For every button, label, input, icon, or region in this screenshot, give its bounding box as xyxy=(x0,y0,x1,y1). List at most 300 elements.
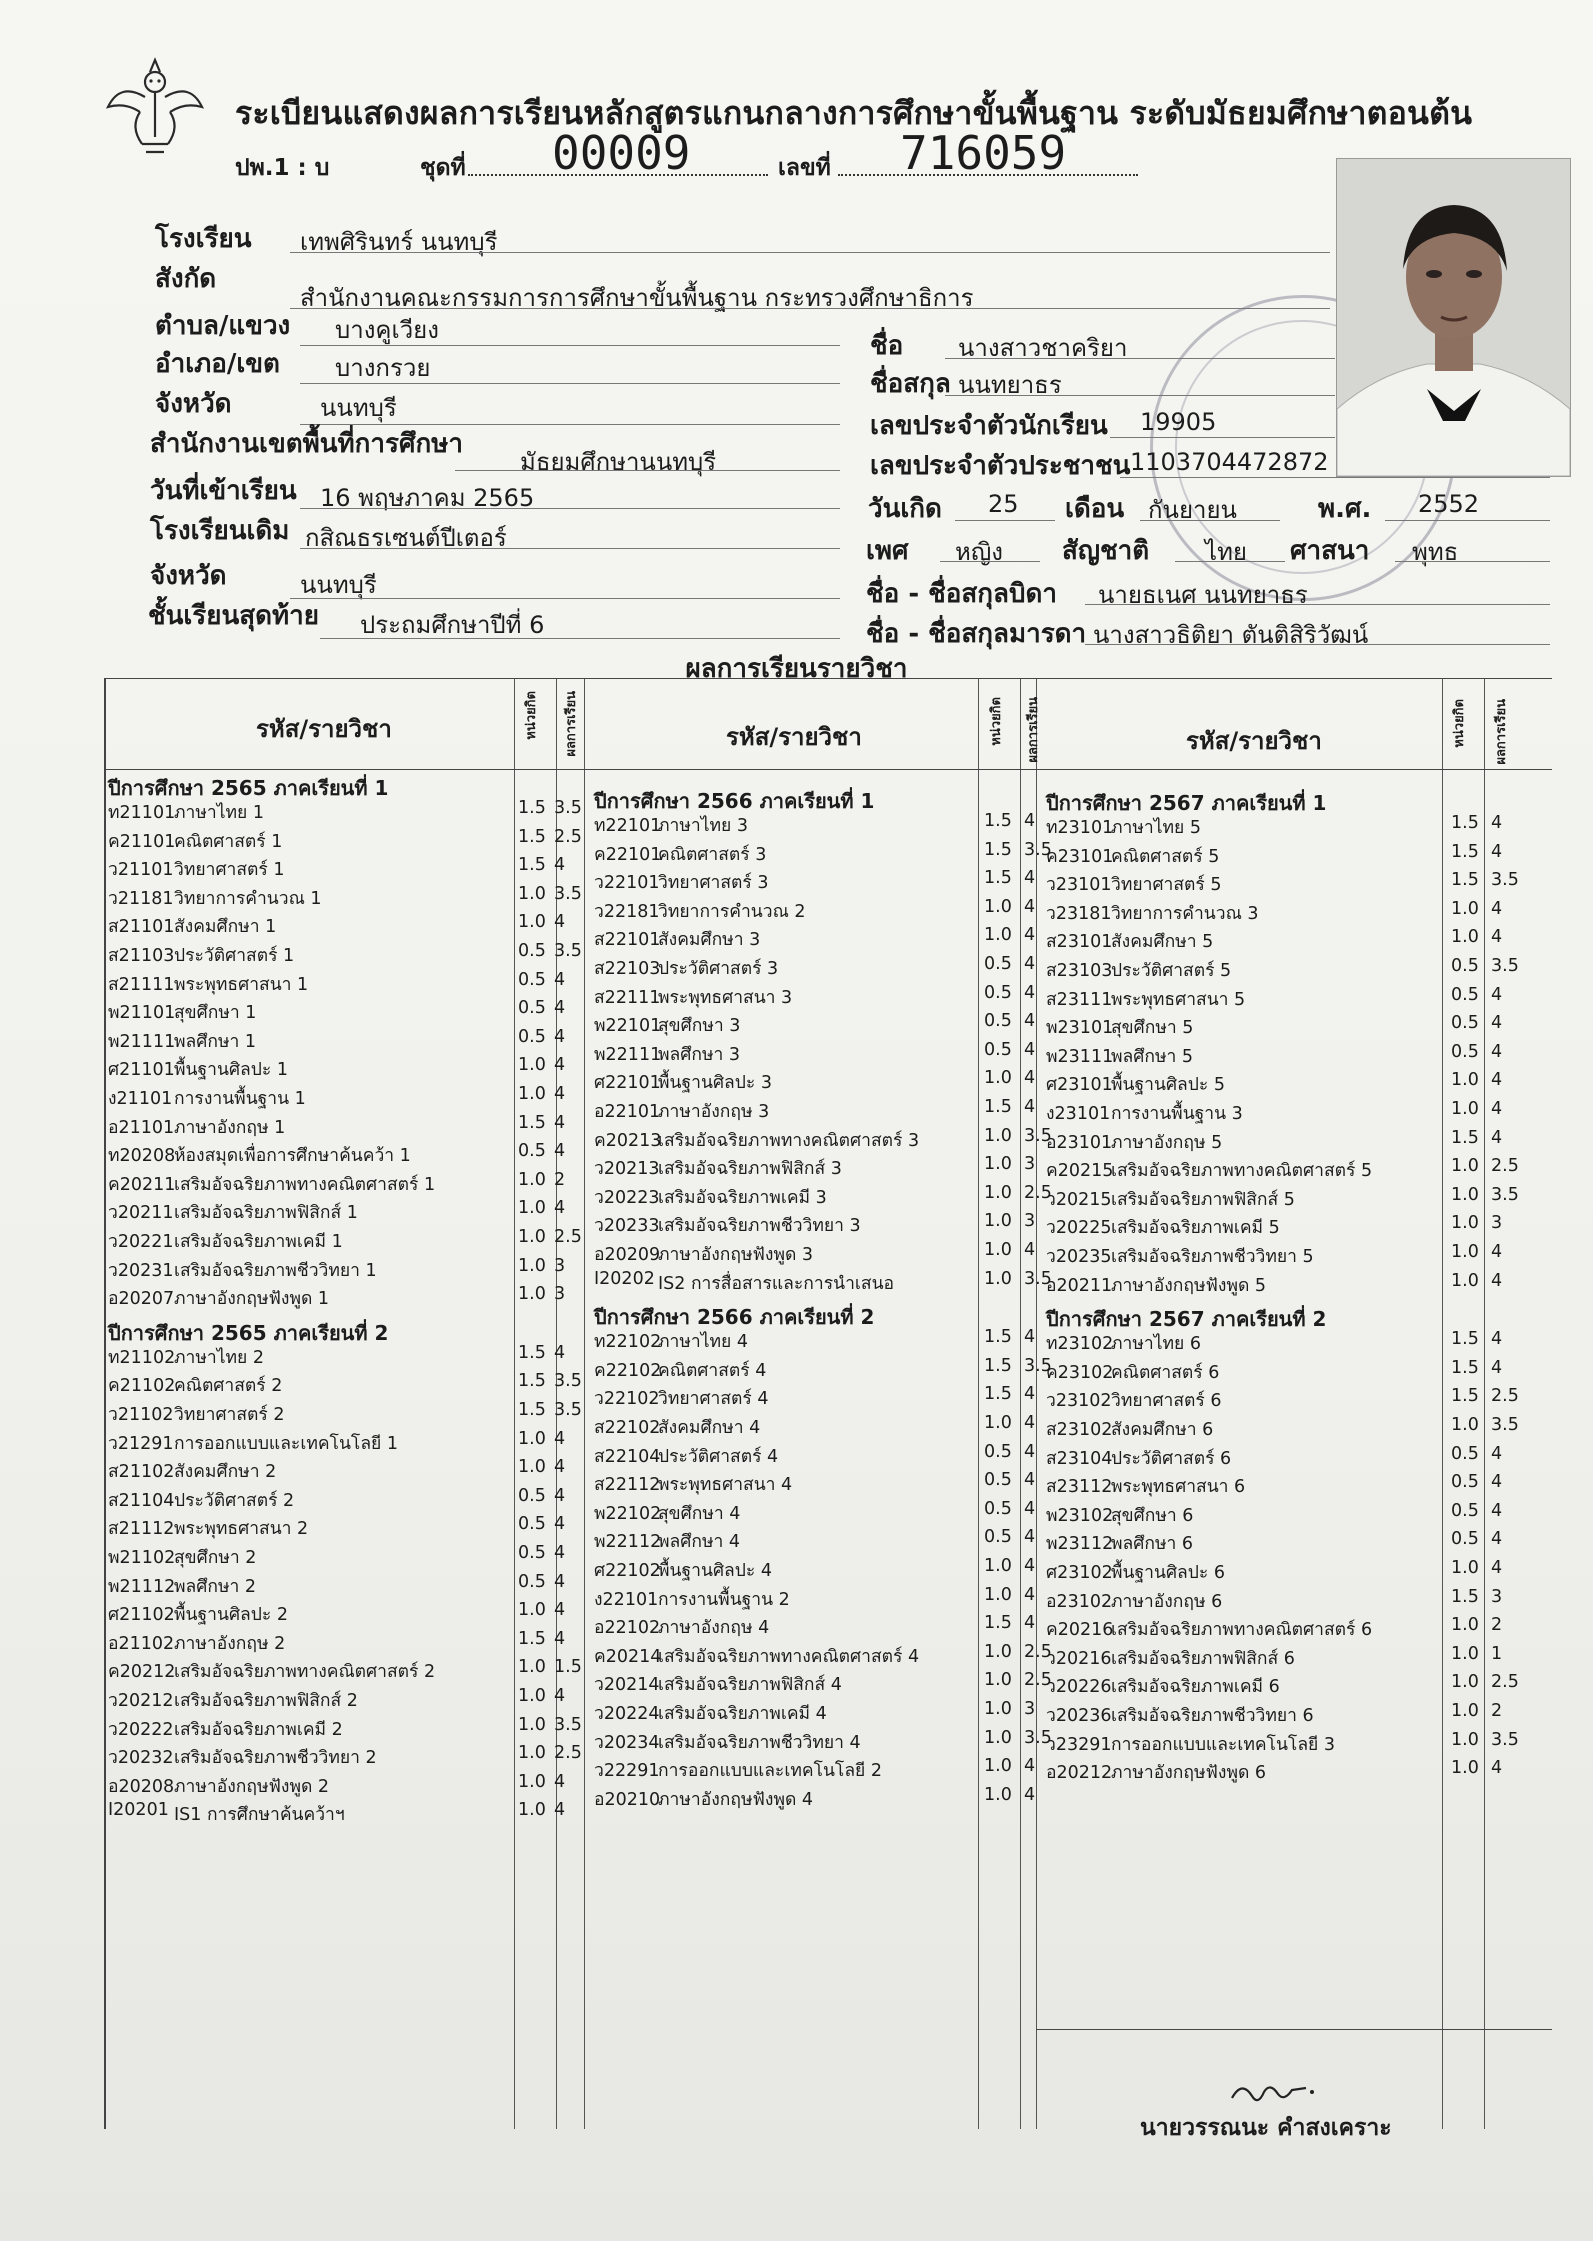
grade-value: 2.5 xyxy=(1491,1156,1519,1177)
subject-name: เสริมอัจฉริยภาพเคมี 2 xyxy=(174,1719,343,1740)
subject-code: ท22102 xyxy=(594,1332,662,1353)
col2-credit-header: หน่วยกิต xyxy=(989,697,1004,746)
previous-province-value: นนทบุรี xyxy=(300,571,377,599)
credit-value: 0.5 xyxy=(1451,1500,1479,1521)
subject-code: ท23101 xyxy=(1046,818,1114,838)
subject-name: สุขศึกษา 5 xyxy=(1111,1018,1194,1039)
results-table xyxy=(104,678,1552,2129)
subject-name: วิทยาการคำนวณ 1 xyxy=(174,888,322,909)
subdistrict-value: บางคูเวียง xyxy=(335,316,439,344)
entry-date-label: วันที่เข้าเรียน xyxy=(150,476,297,506)
credit-value: 0.5 xyxy=(984,954,1012,974)
subject-code: พ22111 xyxy=(594,1044,662,1065)
subject-code: ว20233 xyxy=(594,1216,660,1237)
subject-code: I20202 xyxy=(594,1268,655,1289)
credit-value: 1.0 xyxy=(518,1686,546,1706)
subject-name: ภาษาไทย 3 xyxy=(658,816,749,836)
credit-value: 1.5 xyxy=(984,1384,1012,1405)
subject-name: เสริมอัจฉริยภาพชีววิทยา 2 xyxy=(174,1748,377,1769)
subject-code: อ20207 xyxy=(108,1289,175,1310)
father-label: ชื่อ - ชื่อสกุลบิดา xyxy=(866,579,1057,609)
subject-name: การงานพื้นฐาน 3 xyxy=(1111,1104,1243,1124)
subject-name: เสริมอัจฉริยภาพฟิสิกส์ 1 xyxy=(174,1203,358,1224)
subject-name: พื้นฐานศิลปะ 3 xyxy=(658,1073,772,1094)
subject-name: เสริมอัจฉริยภาพฟิสิกส์ 4 xyxy=(658,1675,842,1696)
grade-value: 3.5 xyxy=(554,1371,582,1392)
credit-value: 1.0 xyxy=(984,1182,1012,1203)
credit-value: 1.0 xyxy=(518,1428,546,1449)
grade-value: 3.5 xyxy=(1024,839,1052,860)
record-number: 716059 xyxy=(900,126,1067,180)
subdistrict-label: ตำบล/แขวง xyxy=(155,311,291,341)
subject-code: พ22112 xyxy=(594,1532,662,1553)
subject-code: ว22102 xyxy=(594,1389,660,1410)
subject-name: ภาษาอังกฤษ 3 xyxy=(658,1102,770,1122)
subject-code: ค20216 xyxy=(1046,1620,1114,1641)
subject-code: ส22103 xyxy=(594,959,661,979)
credit-value: 1.0 xyxy=(518,1169,546,1190)
grade-value: 4 xyxy=(554,1428,566,1449)
province-label: จังหวัด xyxy=(155,389,232,419)
credit-value: 1.5 xyxy=(1451,813,1479,833)
province-value: นนทบุรี xyxy=(320,394,397,422)
subject-code: อ20211 xyxy=(1046,1275,1113,1296)
subject-code: ส21103 xyxy=(108,946,175,966)
subject-code: อ20210 xyxy=(594,1789,661,1810)
subject-code: ว21291 xyxy=(108,1433,174,1454)
subject-code: ส21102 xyxy=(108,1462,175,1483)
subject-row xyxy=(106,1242,1552,1270)
subject-code: ส21112 xyxy=(108,1519,175,1540)
credit-value: 1.0 xyxy=(1451,1615,1479,1636)
subject-row xyxy=(106,1099,1552,1127)
subject-row xyxy=(106,927,1552,955)
subject-name: พระพุทธศาสนา 1 xyxy=(174,974,309,995)
grade-value: 3.5 xyxy=(1491,870,1519,891)
subject-code: พ23101 xyxy=(1046,1018,1114,1039)
grade-value: 3.5 xyxy=(554,883,582,904)
subject-name: ประวัติศาสตร์ 4 xyxy=(658,1446,779,1467)
grade-value: 4 xyxy=(1024,1039,1036,1060)
subject-code: ค20215 xyxy=(1046,1161,1114,1182)
subject-code: ว20226 xyxy=(1046,1677,1112,1698)
mother-value: นางสาวธิติยา ตันติสิริวัฒน์ xyxy=(1093,621,1369,649)
subject-row xyxy=(106,1615,1552,1643)
credit-value: 1.5 xyxy=(1451,1127,1479,1148)
subject-code: พ21111 xyxy=(108,1031,176,1052)
registrar-signature xyxy=(1228,2072,1318,2112)
grade-value: 3.5 xyxy=(1491,1729,1519,1750)
subject-name: คณิตศาสตร์ 3 xyxy=(658,844,767,865)
grade-value: 4 xyxy=(554,1198,566,1219)
subject-code: ว20216 xyxy=(1046,1648,1112,1669)
subject-code: ว20215 xyxy=(1046,1189,1112,1210)
subject-name: พื้นฐานศิลปะ 5 xyxy=(1111,1075,1225,1096)
subject-row xyxy=(106,1329,1552,1357)
credit-value: 1.0 xyxy=(984,1268,1012,1289)
subject-code: ว20221 xyxy=(108,1232,174,1252)
credit-value: 1.5 xyxy=(518,1371,546,1392)
subject-name: ภาษาไทย 1 xyxy=(174,803,265,823)
subject-code: อ21102 xyxy=(108,1633,175,1654)
subject-code: ค22101 xyxy=(594,844,662,865)
grade-value: 4 xyxy=(1491,1472,1503,1493)
subject-row xyxy=(106,1701,1552,1729)
credit-value: 1.0 xyxy=(518,1600,546,1621)
grade-value: 4 xyxy=(1024,1068,1036,1089)
credit-value: 1.5 xyxy=(518,1628,546,1649)
grade-value: 2.5 xyxy=(554,1743,582,1764)
credit-value: 1.0 xyxy=(1451,1729,1479,1750)
credit-value: 0.5 xyxy=(984,1498,1012,1519)
subject-name: ภาษาอังกฤษฟังพูด 6 xyxy=(1111,1763,1267,1784)
subject-code: พ21112 xyxy=(108,1576,176,1597)
credit-value: 1.0 xyxy=(1451,1242,1479,1262)
subject-name: ห้องสมุดเพื่อการศึกษาค้นคว้า 1 xyxy=(174,1146,411,1167)
grade-value: 3 xyxy=(1024,1699,1036,1719)
credit-value: 0.5 xyxy=(518,1026,546,1047)
subject-name: คณิตศาสตร์ 2 xyxy=(174,1376,283,1397)
subject-code: ส21111 xyxy=(108,974,175,995)
subject-name: สุขศึกษา 1 xyxy=(174,1003,257,1024)
entry-date-value: 16 พฤษภาคม 2565 xyxy=(320,484,535,512)
subject-code: อ22102 xyxy=(594,1618,661,1639)
credit-value: 1.5 xyxy=(984,1355,1012,1376)
subject-code: ว20231 xyxy=(108,1260,174,1281)
subject-name: เสริมอัจฉริยภาพฟิสิกส์ 5 xyxy=(1111,1189,1295,1210)
credit-value: 1.0 xyxy=(984,896,1012,917)
subject-code: ว20222 xyxy=(108,1719,174,1740)
student-id-value: 19905 xyxy=(1140,408,1217,436)
subject-code: ว23102 xyxy=(1046,1391,1112,1412)
subject-code: อ23101 xyxy=(1046,1132,1113,1153)
subject-code: ส23102 xyxy=(1046,1420,1113,1440)
birth-month-label: เดือน xyxy=(1065,494,1125,524)
subject-code: ค21101 xyxy=(108,831,176,852)
religion-label: ศาสนา xyxy=(1290,536,1370,566)
grade-value: 4 xyxy=(1024,1384,1036,1405)
grade-value: 3.5 xyxy=(554,1400,582,1420)
subject-name: คณิตศาสตร์ 1 xyxy=(174,831,283,852)
col2-subject-header: รหัส/รายวิชา xyxy=(726,723,862,751)
mother-underline xyxy=(1085,644,1550,645)
subject-code: ว22291 xyxy=(594,1761,660,1782)
subject-name: IS1 การศึกษาค้นคว้าฯ xyxy=(174,1805,345,1826)
credit-value: 1.0 xyxy=(518,1714,546,1735)
student-surname-label: ชื่อสกุล xyxy=(870,369,951,399)
grade-value: 3.5 xyxy=(1024,1125,1052,1146)
grade-value: 4 xyxy=(554,1112,566,1133)
credit-value: 0.5 xyxy=(518,941,546,961)
subject-row xyxy=(106,1472,1552,1500)
subject-row xyxy=(106,870,1552,898)
subject-code: ส23101 xyxy=(1046,932,1113,953)
subject-code: ว22181 xyxy=(594,901,660,922)
student-name-label: ชื่อ xyxy=(870,331,904,361)
grade-value: 4 xyxy=(1024,1470,1036,1491)
student-photo xyxy=(1336,158,1571,477)
subject-code: อ20209 xyxy=(594,1245,661,1265)
credit-value: 0.5 xyxy=(518,1571,546,1592)
subject-name: ประวัติศาสตร์ 1 xyxy=(174,946,295,966)
entry-date-underline xyxy=(300,508,840,509)
subject-code: ศ21101 xyxy=(108,1060,175,1081)
subject-code: อ21101 xyxy=(108,1117,175,1138)
subject-code: ว20235 xyxy=(1046,1247,1112,1267)
grade-value: 2.5 xyxy=(1024,1641,1052,1662)
subject-name: ภาษาไทย 2 xyxy=(174,1347,265,1368)
subject-name: พลศึกษา 6 xyxy=(1111,1534,1194,1555)
grade-value: 3.5 xyxy=(554,941,582,961)
credit-value: 1.0 xyxy=(1451,1701,1479,1721)
credit-value: 0.5 xyxy=(1451,1041,1479,1062)
birth-day-label: วันเกิด xyxy=(868,494,942,524)
grade-value: 4 xyxy=(1024,1327,1036,1348)
subject-name: พื้นฐานศิลปะ 1 xyxy=(174,1060,288,1081)
grade-value: 4 xyxy=(1491,1070,1503,1091)
credit-value: 1.5 xyxy=(518,798,546,818)
header-row-divider xyxy=(106,769,1552,770)
subject-name: เสริมอัจฉริยภาพฟิสิกส์ 6 xyxy=(1111,1648,1295,1669)
birth-month-underline xyxy=(1140,520,1280,521)
subject-name: การออกแบบและเทคโนโลยี 2 xyxy=(658,1761,882,1782)
subject-code: ส21104 xyxy=(108,1490,175,1511)
grade-value: 2.5 xyxy=(1024,1670,1052,1691)
district-value: บางกรวย xyxy=(335,354,431,382)
student-surname-underline xyxy=(945,395,1335,396)
subject-row xyxy=(106,1785,1552,1813)
grade-value: 4 xyxy=(1024,1498,1036,1519)
credit-value: 1.0 xyxy=(518,1198,546,1219)
subject-row xyxy=(106,1558,1552,1586)
grade-value: 2 xyxy=(1491,1615,1503,1636)
grade-value: 4 xyxy=(1024,925,1036,946)
subject-name: วิทยาการคำนวณ 2 xyxy=(658,901,806,922)
grade-value: 4 xyxy=(554,969,566,990)
subject-code: ศ22101 xyxy=(594,1073,661,1094)
subject-name: เสริมอัจฉริยภาพทางคณิตศาสตร์ 4 xyxy=(658,1646,920,1667)
last-grade-value: ประถมศึกษาปีที่ 6 xyxy=(360,611,545,639)
subject-code: ง23101 xyxy=(1046,1104,1111,1124)
subject-name: สุขศึกษา 6 xyxy=(1111,1505,1194,1526)
subject-code: ว20225 xyxy=(1046,1218,1112,1239)
grade-value: 4 xyxy=(554,912,566,933)
credit-value: 1.0 xyxy=(984,1125,1012,1146)
affiliation-label: สังกัด xyxy=(155,264,217,294)
religion-value: พุทธ xyxy=(1412,538,1459,566)
subject-code: ว20224 xyxy=(594,1704,660,1724)
subject-code: ท21101 xyxy=(108,803,176,823)
subject-name: พระพุทธศาสนา 2 xyxy=(174,1519,309,1540)
document-title: ระเบียนแสดงผลการเรียนหลักสูตรแกนกลางการศึกษาขั้นพื้นฐาน ระดับมัธยมศึกษาตอนต้น xyxy=(235,94,1473,132)
subject-name: พระพุทธศาสนา 4 xyxy=(658,1475,793,1496)
subject-name: วิทยาศาสตร์ 5 xyxy=(1111,875,1222,896)
district-underline xyxy=(300,383,840,384)
grade-value: 3.5 xyxy=(1491,956,1519,976)
subject-code: ส22112 xyxy=(594,1475,661,1496)
credit-value: 1.0 xyxy=(1451,1099,1479,1119)
father-underline xyxy=(1085,604,1550,605)
term-heading: ปีการศึกษา 2566 ภาคเรียนที่ 1 xyxy=(594,789,875,813)
grade-value: 4 xyxy=(1024,1097,1036,1117)
credit-value: 1.0 xyxy=(984,1756,1012,1777)
grade-value: 4 xyxy=(1491,813,1503,833)
subject-row xyxy=(106,1213,1552,1241)
subject-code: ว21181 xyxy=(108,888,174,909)
subject-name: พื้นฐานศิลปะ 2 xyxy=(174,1605,288,1626)
grade-value: 4 xyxy=(554,1514,566,1535)
subject-code: อ22101 xyxy=(594,1102,661,1122)
subject-code: ค20214 xyxy=(594,1646,662,1667)
nationality-value: ไทย xyxy=(1205,538,1247,566)
grade-value: 4 xyxy=(1491,1443,1503,1464)
subject-name: เสริมอัจฉริยภาพทางคณิตศาสตร์ 3 xyxy=(658,1130,920,1151)
grade-value: 4 xyxy=(1491,1357,1503,1378)
term-heading: ปีการศึกษา 2566 ภาคเรียนที่ 2 xyxy=(594,1305,875,1330)
credit-value: 0.5 xyxy=(518,1485,546,1506)
grade-value: 4 xyxy=(554,1026,566,1047)
subject-code: ส23103 xyxy=(1046,961,1113,981)
grade-value: 4 xyxy=(1024,1784,1036,1805)
subject-row xyxy=(106,1070,1552,1098)
subdistrict-underline xyxy=(300,345,840,346)
subject-row xyxy=(106,1013,1552,1041)
grade-value: 4 xyxy=(1491,1558,1503,1578)
subject-row xyxy=(106,1415,1552,1443)
subject-name: วิทยาศาสตร์ 3 xyxy=(658,873,769,894)
credit-value: 0.5 xyxy=(1451,1472,1479,1493)
grade-value: 2.5 xyxy=(554,826,582,847)
credit-value: 1.0 xyxy=(518,912,546,933)
grade-value: 3.5 xyxy=(1491,1184,1519,1205)
subject-name: พระพุทธศาสนา 5 xyxy=(1111,989,1246,1010)
credit-value: 1.5 xyxy=(984,811,1012,831)
previous-school-label: โรงเรียนเดิม xyxy=(150,516,290,546)
subject-code: ท20208 xyxy=(108,1146,176,1167)
subject-name: วิทยาศาสตร์ 2 xyxy=(174,1405,285,1425)
subject-name: เสริมอัจฉริยภาพทางคณิตศาสตร์ 2 xyxy=(174,1662,436,1683)
grade-value: 4 xyxy=(554,1084,566,1104)
credit-value: 1.0 xyxy=(1451,1558,1479,1578)
credit-value: 0.5 xyxy=(984,1039,1012,1060)
subject-code: ว20234 xyxy=(594,1732,660,1753)
subject-code: ง21101 xyxy=(108,1089,173,1109)
credit-value: 1.0 xyxy=(1451,1270,1479,1291)
set-number: 00009 xyxy=(552,126,691,180)
subject-row xyxy=(106,1386,1552,1414)
subject-name: สังคมศึกษา 5 xyxy=(1111,932,1214,953)
subject-name: ประวัติศาสตร์ 2 xyxy=(174,1490,295,1511)
subject-code: อ20212 xyxy=(1046,1763,1113,1784)
grade-value: 4 xyxy=(1024,1613,1036,1634)
birth-year-underline xyxy=(1385,520,1550,521)
credit-value: 1.0 xyxy=(518,1255,546,1276)
grade-value: 4 xyxy=(1024,1441,1036,1462)
credit-value: 1.5 xyxy=(518,826,546,847)
nationality-label: สัญชาติ xyxy=(1062,536,1150,566)
subject-name: สุขศึกษา 3 xyxy=(658,1016,741,1037)
subject-code: ส22101 xyxy=(594,930,661,951)
grade-value: 4 xyxy=(1024,954,1036,974)
grade-value: 4 xyxy=(1491,1329,1503,1350)
subject-name: การงานพื้นฐาน 1 xyxy=(174,1089,306,1109)
col3-subject-header: รหัส/รายวิชา xyxy=(1186,727,1322,755)
subject-name: คณิตศาสตร์ 5 xyxy=(1111,846,1220,867)
subject-name: เสริมอัจฉริยภาพชีววิทยา 3 xyxy=(658,1216,861,1237)
subject-name: สังคมศึกษา 2 xyxy=(174,1462,277,1483)
subject-name: ภาษาอังกฤษ 5 xyxy=(1111,1132,1223,1153)
subject-code: ว20212 xyxy=(108,1691,174,1711)
grade-value: 3 xyxy=(1024,1154,1036,1175)
birth-day-underline xyxy=(955,520,1055,521)
credit-value: 1.5 xyxy=(984,1097,1012,1117)
col1-grade-header: ผลการเรียน xyxy=(564,691,579,757)
subject-name: IS2 การสื่อสารและการนำเสนอ xyxy=(658,1273,895,1294)
citizen-id-underline xyxy=(1120,477,1550,478)
credit-value: 1.0 xyxy=(518,1771,546,1792)
subject-row xyxy=(106,956,1552,984)
form-code: ปพ.1 : บ xyxy=(235,155,330,181)
subject-name: ภาษาอังกฤษ 2 xyxy=(174,1633,286,1654)
previous-school-underline xyxy=(300,548,840,549)
subject-name: วิทยาศาสตร์ 1 xyxy=(174,860,285,881)
subject-code: พ22102 xyxy=(594,1503,662,1524)
credit-value: 1.5 xyxy=(1451,841,1479,862)
sex-underline xyxy=(940,561,1040,562)
credit-value: 1.0 xyxy=(1451,1643,1479,1664)
subject-name: ภาษาอังกฤษฟังพูด 5 xyxy=(1111,1275,1267,1296)
grade-value: 4 xyxy=(554,1800,566,1821)
subject-code: ค22102 xyxy=(594,1360,662,1381)
credit-value: 0.5 xyxy=(984,982,1012,1003)
col3-credit-header: หน่วยกิต xyxy=(1452,699,1467,748)
grade-value: 4 xyxy=(1491,1529,1503,1550)
credit-value: 1.0 xyxy=(984,1154,1012,1175)
credit-value: 1.5 xyxy=(1451,1386,1479,1407)
religion-underline xyxy=(1395,561,1550,562)
subject-name: ภาษาอังกฤษ 1 xyxy=(174,1117,286,1138)
previous-province-label: จังหวัด xyxy=(150,561,227,591)
subject-code: ค23101 xyxy=(1046,846,1114,867)
grade-value: 4 xyxy=(1491,1099,1503,1119)
grade-value: 3.5 xyxy=(1491,1415,1519,1435)
credit-value: 1.5 xyxy=(984,1327,1012,1348)
birth-year-label: พ.ศ. xyxy=(1318,494,1372,524)
grade-value: 4 xyxy=(1024,811,1036,831)
credit-value: 1.5 xyxy=(1451,1586,1479,1607)
credit-value: 1.0 xyxy=(984,1413,1012,1433)
credit-value: 1.0 xyxy=(518,1457,546,1478)
subject-code: ค23102 xyxy=(1046,1362,1114,1383)
grade-value: 3 xyxy=(554,1284,566,1305)
subject-name: เสริมอัจฉริยภาพฟิสิกส์ 3 xyxy=(658,1159,842,1180)
grade-value: 4 xyxy=(1024,1756,1036,1777)
subject-name: ภาษาอังกฤษฟังพูด 3 xyxy=(658,1245,814,1265)
grade-value: 4 xyxy=(554,1141,566,1162)
credit-value: 1.0 xyxy=(1451,1070,1479,1091)
last-grade-underline xyxy=(320,638,840,639)
subject-name: พลศึกษา 2 xyxy=(174,1576,257,1597)
student-id-underline xyxy=(1110,437,1335,438)
garuda-emblem-icon xyxy=(100,52,210,162)
credit-value: 1.0 xyxy=(984,1240,1012,1260)
subject-code: ท22101 xyxy=(594,816,662,836)
subject-code: พ23111 xyxy=(1046,1046,1114,1067)
student-surname-value: นนทยาธร xyxy=(958,371,1062,399)
grade-value: 4 xyxy=(554,1485,566,1506)
col3-grade-header: ผลการเรียน xyxy=(1494,699,1509,765)
birth-day-value: 25 xyxy=(988,490,1019,518)
